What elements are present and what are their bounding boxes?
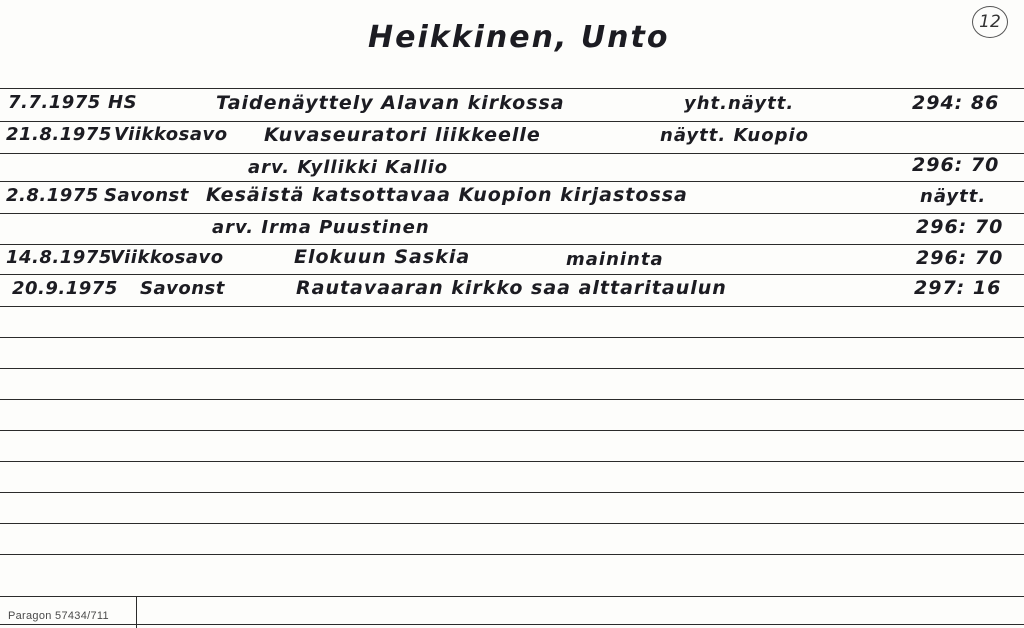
rule-line	[0, 88, 1024, 89]
entry-description: Taidenäyttely Alavan kirkossa	[216, 92, 565, 114]
margin-line	[136, 596, 137, 628]
card-footer: Paragon 57434/711	[8, 610, 109, 622]
rule-line	[0, 368, 1024, 369]
entry-subline: arv. Irma Puustinen	[212, 217, 430, 238]
rule-line	[0, 430, 1024, 431]
entry-type: yht.näytt.	[684, 93, 795, 114]
entry-reference: 294: 86	[912, 92, 1000, 114]
rule-line	[0, 274, 1024, 275]
rule-line	[0, 121, 1024, 122]
entry-source: HS	[108, 92, 138, 113]
entry-reference: 296: 70	[916, 216, 1004, 238]
entry-description: Elokuun Saskia	[294, 246, 471, 268]
entry-date: 20.9.1975	[12, 278, 118, 299]
entry-type: näytt. Kuopio	[660, 125, 810, 146]
entry-date: 14.8.1975	[6, 247, 112, 268]
entry-description: Rautavaaran kirkko saa alttaritaulun	[296, 277, 727, 299]
entry-date: 21.8.1975	[6, 124, 112, 145]
rule-line	[0, 213, 1024, 214]
entry-reference: 297: 16	[914, 277, 1002, 299]
rule-line	[0, 181, 1024, 182]
rule-line	[0, 153, 1024, 154]
entry-source: Viikkosavo	[110, 247, 224, 268]
entry-date: 2.8.1975	[6, 185, 99, 206]
rule-line	[0, 492, 1024, 493]
entry-type: maininta	[566, 249, 664, 270]
rule-line	[0, 337, 1024, 338]
rule-line	[0, 244, 1024, 245]
card-heading: Heikkinen, Unto	[368, 20, 670, 55]
rule-line	[0, 624, 1024, 625]
entry-source: Savonst	[140, 278, 225, 299]
entry-description: Kuvaseuratori liikkeelle	[264, 124, 541, 146]
entry-source: Savonst	[104, 185, 189, 206]
rule-line	[0, 596, 1024, 597]
rule-line	[0, 306, 1024, 307]
entry-source: Viikkosavo	[114, 124, 228, 145]
entry-reference: 296: 70	[916, 247, 1004, 269]
rule-line	[0, 523, 1024, 524]
entry-subline: arv. Kyllikki Kallio	[248, 157, 449, 178]
entry-description: Kesäistä katsottavaa Kuopion kirjastossa	[206, 184, 688, 206]
entry-reference: 296: 70	[912, 154, 1000, 176]
rule-line	[0, 554, 1024, 555]
rule-line	[0, 399, 1024, 400]
entry-date: 7.7.1975	[8, 92, 101, 113]
entry-type: näytt.	[920, 186, 987, 207]
page-number-badge: 12	[972, 6, 1008, 38]
rule-line	[0, 461, 1024, 462]
